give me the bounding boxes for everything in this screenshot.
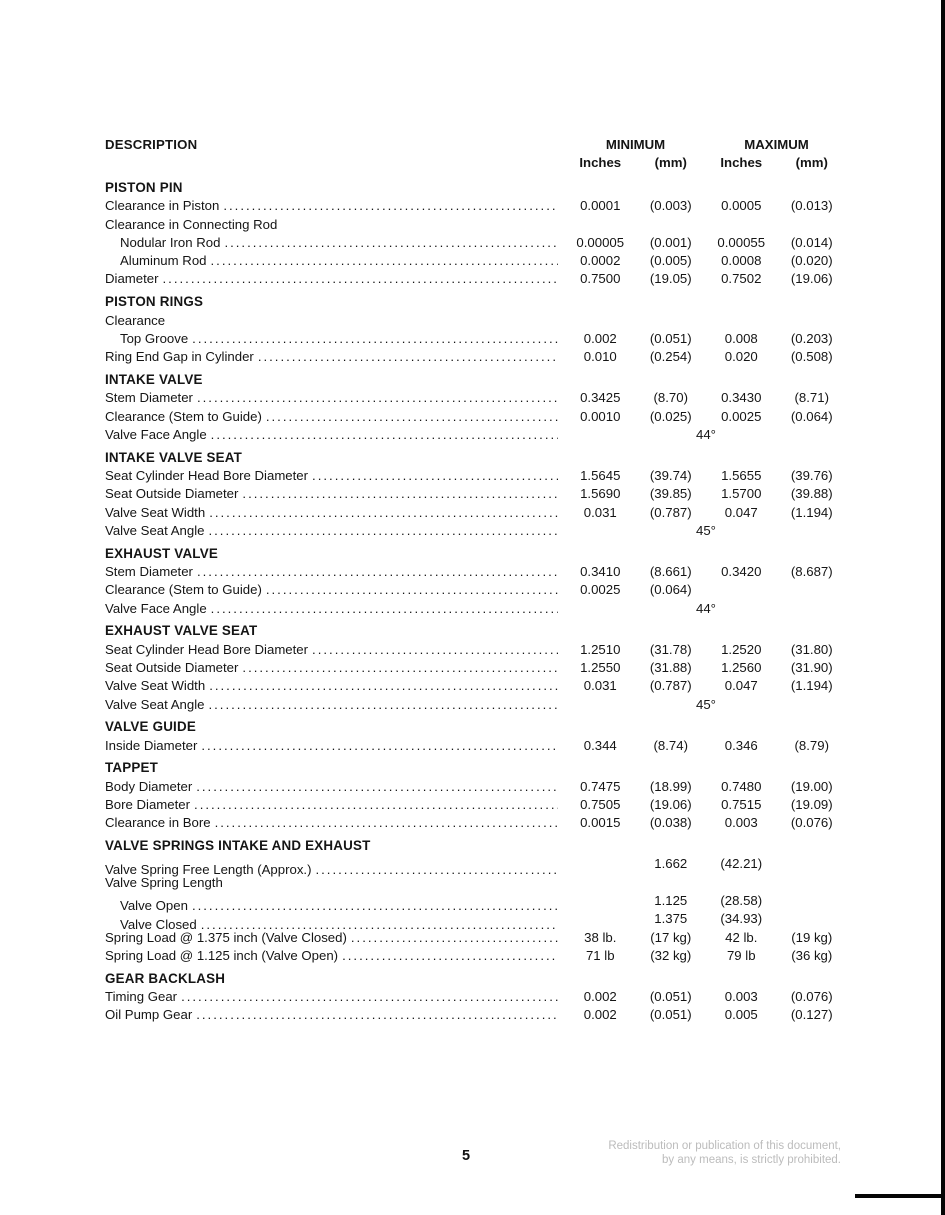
row-label: Nodular Iron Rod <box>120 234 221 250</box>
row-label: Seat Outside Diameter <box>105 486 239 502</box>
value-cell: (0.787) <box>649 504 692 520</box>
value-cell: (0.038) <box>649 815 692 831</box>
value-cell: (0.064) <box>649 582 692 598</box>
column-header-minimum: MINIMUM <box>605 137 666 152</box>
dot-leader <box>315 861 558 879</box>
value-cell: 1.375 <box>654 911 688 927</box>
row-label: Seat Cylinder Head Bore Diameter <box>105 641 309 657</box>
value-cell: 1.2520 <box>721 641 762 657</box>
value-cell: 0.020 <box>724 349 758 365</box>
center-value: 45° <box>696 696 716 712</box>
value-cell: (0.508) <box>790 349 833 365</box>
value-cell: (19 kg) <box>791 929 833 945</box>
row-label: Bore Diameter <box>105 797 191 812</box>
column-header-maximum: MAXIMUM <box>744 137 809 152</box>
value-cell: 0.003 <box>724 815 758 831</box>
row-label: Clearance in Piston <box>105 198 220 214</box>
spec-row <box>105 737 847 755</box>
value-cell: 0.008 <box>724 330 758 346</box>
row-label: Seat Outside Diameter <box>105 659 239 675</box>
value-cell: 0.0001 <box>580 198 621 214</box>
spec-row <box>105 312 847 330</box>
value-cell: 0.00055 <box>717 234 766 250</box>
subheader-min-mm: (mm) <box>654 154 687 170</box>
row-values <box>565 426 847 444</box>
value-cell: 0.031 <box>583 504 617 520</box>
row-label: Aluminum Rod <box>120 253 207 269</box>
row-values <box>565 929 847 947</box>
column-header-description: DESCRIPTION <box>105 137 198 152</box>
row-values <box>565 348 847 366</box>
row-label: Body Diameter <box>105 778 193 794</box>
row-values <box>565 677 847 695</box>
section-title: VALVE GUIDE <box>105 719 196 735</box>
subheader-min-inches: Inches <box>579 154 622 170</box>
value-cell: 1.5690 <box>580 486 621 502</box>
spec-row <box>105 330 847 348</box>
spec-section <box>105 970 847 1025</box>
dot-leader <box>197 563 558 581</box>
row-label: Valve Seat Angle <box>105 696 205 712</box>
value-cell <box>565 892 636 910</box>
row-values <box>565 408 847 426</box>
value-cell: (18.99) <box>649 778 692 794</box>
row-values <box>565 563 847 581</box>
value-cell: (39.88) <box>790 486 833 502</box>
dot-leader <box>215 814 558 832</box>
dot-leader <box>196 1006 558 1024</box>
spec-row <box>105 485 847 503</box>
row-label: Spring Load @ 1.375 inch (Valve Closed) <box>105 929 347 945</box>
spec-row <box>105 426 847 444</box>
dot-leader <box>209 504 558 522</box>
spec-row <box>105 600 847 618</box>
value-cell <box>777 892 848 910</box>
spec-row <box>105 252 847 270</box>
row-values <box>565 270 847 288</box>
row-values <box>565 485 847 503</box>
dot-leader <box>223 197 558 215</box>
section-title: PISTON RINGS <box>105 294 204 310</box>
row-values <box>565 330 847 348</box>
center-value: 44° <box>696 600 716 616</box>
value-cell: (0.025) <box>649 408 692 424</box>
row-label: Clearance (Stem to Guide) <box>105 408 262 424</box>
center-value: 45° <box>696 522 716 538</box>
row-label: Ring End Gap in Cylinder <box>105 349 254 365</box>
row-label: Valve Seat Width <box>105 678 206 694</box>
dot-leader <box>196 778 558 796</box>
dot-leader <box>211 252 559 270</box>
row-label: Clearance (Stem to Guide) <box>105 582 262 598</box>
dot-leader <box>312 641 558 659</box>
spec-section <box>105 545 847 618</box>
value-cell: 0.7515 <box>721 797 762 812</box>
scan-edge-artifact <box>855 1194 945 1198</box>
spec-row <box>105 696 847 714</box>
value-cell: 1.5645 <box>580 467 621 483</box>
value-cell: 0.0010 <box>580 408 621 424</box>
value-cell: 1.5655 <box>721 467 762 483</box>
dot-leader <box>194 796 558 814</box>
specifications-table <box>105 136 847 1025</box>
row-label: Stem Diameter <box>105 563 193 579</box>
row-values <box>565 467 847 485</box>
row-values <box>565 796 847 814</box>
value-cell: 42 lb. <box>725 929 758 945</box>
section-title: TAPPET <box>105 760 159 776</box>
value-cell: 1.2560 <box>721 659 762 675</box>
value-cell: 0.346 <box>724 737 758 753</box>
section-title: VALVE SPRINGS INTAKE AND EXHAUST <box>105 838 371 854</box>
value-cell: (0.013) <box>790 198 833 214</box>
spec-row <box>105 814 847 832</box>
dot-leader <box>181 988 558 1006</box>
row-label: Valve Spring Length <box>105 874 223 890</box>
row-values <box>565 234 847 252</box>
row-label: Valve Spring Free Length (Approx.) <box>105 861 312 877</box>
section-title: EXHAUST VALVE <box>105 545 218 561</box>
spec-row <box>105 563 847 581</box>
row-values <box>565 581 847 599</box>
dot-leader <box>312 467 558 485</box>
value-cell: (36 kg) <box>791 947 833 963</box>
watermark-line-2: by any means, is strictly prohibited. <box>662 1153 841 1166</box>
value-cell: (0.020) <box>790 253 833 269</box>
row-values <box>565 1006 847 1024</box>
row-label: Spring Load @ 1.125 inch (Valve Open) <box>105 947 339 963</box>
spec-row <box>105 892 847 914</box>
spec-section <box>105 837 847 965</box>
value-cell: (39.76) <box>790 467 833 483</box>
spec-section <box>105 449 847 540</box>
value-cell <box>565 910 636 928</box>
row-values <box>565 778 847 796</box>
value-cell: 0.3425 <box>580 390 621 406</box>
spec-row <box>105 216 847 234</box>
value-cell: (1.194) <box>790 678 833 694</box>
value-cell: (0.127) <box>790 1007 833 1023</box>
page-number: 5 <box>462 1148 471 1164</box>
value-cell: 1.2550 <box>580 659 621 675</box>
section-title: EXHAUST VALVE SEAT <box>105 623 258 639</box>
row-values <box>565 504 847 522</box>
value-cell: (19.06) <box>790 271 833 287</box>
row-values <box>565 600 847 618</box>
row-label: Diameter <box>105 271 159 287</box>
value-cell: (31.80) <box>790 641 833 657</box>
value-cell <box>565 855 636 873</box>
section-title: INTAKE VALVE <box>105 371 203 387</box>
row-values <box>565 737 847 755</box>
value-cell: (42.21) <box>720 856 763 872</box>
value-cell: 0.047 <box>724 504 758 520</box>
dot-leader <box>201 737 558 755</box>
row-values <box>565 659 847 677</box>
spec-row <box>105 947 847 965</box>
spec-section <box>105 293 847 366</box>
dot-leader <box>208 522 558 540</box>
value-cell: (0.051) <box>649 1007 692 1023</box>
value-cell: (1.194) <box>790 504 833 520</box>
row-label: Clearance in Bore <box>105 815 211 831</box>
value-cell: (0.787) <box>649 678 692 694</box>
spec-row <box>105 270 847 288</box>
value-cell: 0.7475 <box>580 778 621 794</box>
value-cell: (17 kg) <box>650 929 692 945</box>
row-values <box>565 522 847 540</box>
spec-row <box>105 1006 847 1024</box>
value-cell: 0.010 <box>583 349 617 365</box>
center-value: 44° <box>696 426 716 442</box>
row-label: Valve Face Angle <box>105 426 207 442</box>
spec-row <box>105 348 847 366</box>
value-cell: 0.0025 <box>580 582 621 598</box>
dot-leader <box>351 929 558 947</box>
value-cell: 0.0002 <box>580 253 621 269</box>
value-cell: 0.002 <box>583 988 617 1004</box>
spec-row <box>105 467 847 485</box>
watermark <box>608 1140 841 1167</box>
value-cell <box>706 581 777 599</box>
value-cell: (0.051) <box>649 988 692 1004</box>
value-cell: 0.3420 <box>721 563 762 579</box>
header-units <box>565 154 847 172</box>
value-cell: (8.71) <box>794 390 829 406</box>
value-cell: (8.70) <box>653 390 688 406</box>
dot-leader <box>266 581 558 599</box>
value-cell <box>777 855 848 873</box>
row-values <box>565 252 847 270</box>
row-values <box>565 910 847 928</box>
value-cell: (0.003) <box>649 198 692 214</box>
dot-leader <box>242 485 558 503</box>
dot-leader <box>342 947 558 965</box>
spec-section <box>105 371 847 444</box>
value-cell: 0.0005 <box>721 198 762 214</box>
dot-leader <box>224 234 558 252</box>
value-cell: (0.254) <box>649 349 692 365</box>
header-row-groups <box>105 136 847 154</box>
scan-edge-artifact <box>941 0 945 1215</box>
dot-leader <box>208 696 558 714</box>
value-cell: (39.85) <box>649 486 692 502</box>
spec-row <box>105 197 847 215</box>
value-cell <box>777 581 848 599</box>
dot-leader <box>211 426 558 444</box>
value-cell: 0.344 <box>583 737 617 753</box>
value-cell: 71 lb <box>585 947 615 963</box>
row-label: Valve Seat Width <box>105 504 206 520</box>
row-values <box>565 855 847 873</box>
header-groups <box>565 136 847 154</box>
header-row-units <box>105 154 847 172</box>
value-cell: (0.001) <box>649 234 692 250</box>
dot-leader <box>209 677 558 695</box>
dot-leader <box>258 348 558 366</box>
spec-row <box>105 796 847 814</box>
spec-row <box>105 659 847 677</box>
spec-section <box>105 622 847 713</box>
value-cell: 1.662 <box>654 856 688 872</box>
watermark-line-1: Redistribution or publication of this document, <box>608 1140 841 1152</box>
value-cell: (32 kg) <box>650 947 692 963</box>
spec-row <box>105 389 847 407</box>
row-label: Stem Diameter <box>105 390 193 406</box>
row-label: Valve Closed <box>120 916 197 932</box>
row-values <box>565 389 847 407</box>
value-cell: 0.7502 <box>721 271 762 287</box>
value-cell: (0.014) <box>790 234 833 250</box>
spec-section <box>105 718 847 755</box>
subheader-max-mm: (mm) <box>795 154 828 170</box>
value-cell: (19.05) <box>649 271 692 287</box>
value-cell: (31.78) <box>649 641 692 657</box>
dot-leader <box>192 897 558 915</box>
value-cell: (39.74) <box>649 467 692 483</box>
value-cell: (31.88) <box>649 659 692 675</box>
value-cell: (8.661) <box>649 563 692 579</box>
value-cell: 0.7480 <box>721 778 762 794</box>
dot-leader <box>197 389 558 407</box>
dot-leader <box>211 600 558 618</box>
value-cell: 0.005 <box>724 1007 758 1023</box>
row-values <box>565 696 847 714</box>
row-values <box>565 197 847 215</box>
value-cell: (34.93) <box>720 911 763 927</box>
value-cell: (31.90) <box>790 659 833 675</box>
row-label: Seat Cylinder Head Bore Diameter <box>105 467 309 483</box>
value-cell: (0.076) <box>790 815 833 831</box>
value-cell: (19.06) <box>649 797 692 812</box>
row-label: Top Groove <box>120 330 189 346</box>
value-cell: 0.0008 <box>721 253 762 269</box>
value-cell: (0.203) <box>790 330 833 346</box>
value-cell: 0.002 <box>583 330 617 346</box>
row-values <box>565 814 847 832</box>
value-cell: 0.3430 <box>721 390 762 406</box>
spec-section <box>105 179 847 289</box>
row-values <box>565 988 847 1006</box>
spec-row <box>105 234 847 252</box>
spec-row <box>105 855 847 877</box>
section-title: INTAKE VALVE SEAT <box>105 449 243 465</box>
value-cell: 0.002 <box>583 1007 617 1023</box>
row-label: Clearance <box>105 312 166 328</box>
spec-row <box>105 929 847 947</box>
value-cell: 0.7500 <box>580 271 621 287</box>
value-cell: (28.58) <box>720 892 763 908</box>
value-cell: (19.00) <box>790 778 833 794</box>
row-label: Valve Face Angle <box>105 600 207 616</box>
value-cell: 0.003 <box>724 988 758 1004</box>
value-cell: (8.74) <box>653 737 688 753</box>
value-cell: (19.09) <box>790 797 833 812</box>
value-cell: (0.051) <box>649 330 692 346</box>
spec-section <box>105 759 847 832</box>
value-cell: 79 lb <box>726 947 756 963</box>
value-cell: 1.125 <box>654 892 688 908</box>
row-label: Timing Gear <box>105 988 178 1004</box>
spec-row <box>105 988 847 1006</box>
value-cell: 1.2510 <box>580 641 621 657</box>
spec-row <box>105 408 847 426</box>
value-cell: (0.076) <box>790 988 833 1004</box>
spec-row <box>105 504 847 522</box>
value-cell: (0.005) <box>649 253 692 269</box>
value-cell: 0.031 <box>583 678 617 694</box>
dot-leader <box>242 659 558 677</box>
dot-leader <box>192 330 558 348</box>
dot-leader <box>163 270 559 288</box>
table-header <box>105 136 847 171</box>
value-cell: 0.0025 <box>721 408 762 424</box>
value-cell: 0.7505 <box>580 797 621 812</box>
value-cell <box>777 910 848 928</box>
value-cell: (8.79) <box>794 737 829 753</box>
value-cell: 38 lb. <box>584 929 617 945</box>
row-values <box>565 892 847 910</box>
spec-row <box>105 677 847 695</box>
value-cell: (8.687) <box>790 563 833 579</box>
row-label: Valve Open <box>120 898 188 914</box>
row-values <box>565 947 847 965</box>
row-label: Inside Diameter <box>105 737 198 753</box>
spec-sections <box>105 179 847 1025</box>
spec-row <box>105 641 847 659</box>
section-title: GEAR BACKLASH <box>105 970 226 986</box>
row-label: Clearance in Connecting Rod <box>105 216 278 232</box>
value-cell: 0.047 <box>724 678 758 694</box>
value-cell: 0.3410 <box>580 563 621 579</box>
row-values <box>565 641 847 659</box>
dot-leader <box>266 408 558 426</box>
value-cell: 1.5700 <box>721 486 762 502</box>
spec-row <box>105 522 847 540</box>
row-label: Oil Pump Gear <box>105 1007 193 1023</box>
section-title: PISTON PIN <box>105 180 183 195</box>
spec-row <box>105 581 847 599</box>
row-label: Valve Seat Angle <box>105 522 205 538</box>
spec-row <box>105 778 847 796</box>
value-cell: (0.064) <box>790 408 833 424</box>
subheader-max-inches: Inches <box>720 154 763 170</box>
value-cell: 0.00005 <box>576 234 625 250</box>
value-cell: 0.0015 <box>580 815 621 831</box>
